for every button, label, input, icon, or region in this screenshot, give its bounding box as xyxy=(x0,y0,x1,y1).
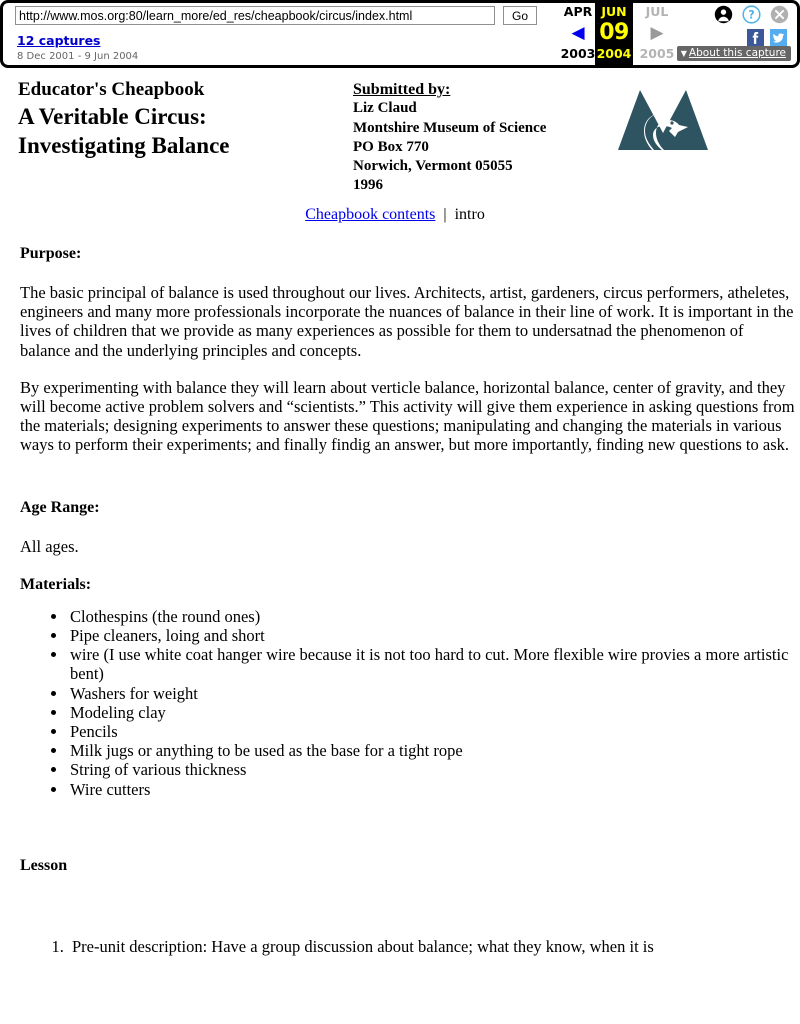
age-range-heading: Age Range: xyxy=(20,498,100,516)
breadcrumb-separator: | xyxy=(443,206,447,223)
list-item: • Pencils xyxy=(68,722,792,741)
url-input[interactable] xyxy=(15,6,495,25)
lesson-list xyxy=(8,937,792,956)
svg-text:?: ? xyxy=(748,8,755,22)
next-capture-arrow-icon[interactable]: ▶ xyxy=(650,23,664,43)
document-header xyxy=(8,78,792,198)
next-month-label: JUL xyxy=(645,4,669,19)
age-range-text: All ages. xyxy=(20,536,79,556)
submitter-year: 1996 xyxy=(353,177,383,194)
purpose-paragraph-1: The basic principal of balance is used throughout our lives. Architects, artist, gardeners, circus performers, atheletes, engineers and many more professionals incorporate the nuances of balance in their line of work. It is important in the lives of children that we provide as many experiences as possible for them to undersatnad the phenomenon of balance and the underlying principles and concepts. xyxy=(20,283,794,360)
previous-year-label: 2003 xyxy=(560,46,596,61)
list-item: • Modeling clay xyxy=(68,703,792,722)
submitter-name: Liz Claud xyxy=(353,100,417,117)
list-item: • Washers for weight xyxy=(68,684,792,703)
list-item: 1. Pre-unit description: Have a group discussion about balance; what they know, when it is xyxy=(68,937,792,956)
breadcrumb-current: intro xyxy=(454,206,485,223)
list-item: • String of various thickness xyxy=(68,760,792,779)
current-year-label: 2004 xyxy=(596,46,632,61)
eyebrow-title: Educator's Cheapbook xyxy=(18,79,205,100)
go-button[interactable]: Go xyxy=(503,6,537,25)
list-item: • Pipe cleaners, loing and short xyxy=(68,626,792,645)
captures-date-range: 8 Dec 2001 - 9 Jun 2004 xyxy=(17,51,139,62)
purpose-paragraph-2: By experimenting with balance they will learn about verticle balance, horizontal balance, center of gravity, and they will become active problem solvers and “scientists.” This activity will give them experience in asking questions from the materials; designing experiments to answer these questions; manipulating and changing the materials in various ways to perform their experiments; and finally findig an answer, but more importantly, finding new questions to ask. xyxy=(20,377,795,455)
page-title-block xyxy=(18,78,348,160)
help-icon[interactable] xyxy=(742,5,761,24)
twitter-icon[interactable] xyxy=(770,29,787,46)
wayback-toolbar xyxy=(0,0,800,68)
current-day-label: 09 xyxy=(599,20,629,45)
cheapbook-contents-link[interactable]: Cheapbook contents xyxy=(305,206,436,223)
materials-list xyxy=(8,607,792,799)
purpose-heading: Purpose: xyxy=(20,245,82,262)
user-account-icon[interactable] xyxy=(714,5,733,24)
chevron-down-icon: ▼ xyxy=(680,49,687,58)
toolbar-icon-group xyxy=(714,5,789,24)
captures-count-link[interactable]: 12 captures xyxy=(17,33,101,48)
submitted-by-block xyxy=(353,80,546,196)
next-year-label: 2005 xyxy=(639,46,675,61)
list-item: • Wire cutters xyxy=(68,780,792,799)
list-item: • wire (I use white coat hanger wire because it is not too hard to cut. More flexible wire provies a more artistic bent) xyxy=(68,645,792,683)
about-this-capture-button[interactable] xyxy=(677,46,791,61)
social-icon-group xyxy=(747,29,787,46)
materials-heading: Materials: xyxy=(20,575,92,593)
url-bar xyxy=(15,6,537,25)
previous-capture-arrow-icon[interactable]: ◀ xyxy=(571,23,585,43)
close-icon[interactable] xyxy=(770,5,789,24)
captures-block xyxy=(17,34,138,64)
facebook-icon[interactable] xyxy=(747,29,764,46)
list-item: • Milk jugs or anything to be used as the base for a tight rope xyxy=(68,741,792,760)
submitter-address: PO Box 770 xyxy=(353,138,429,155)
current-capture-column xyxy=(595,3,633,68)
page-title-line1: A Veritable Circus: xyxy=(18,104,207,129)
montshire-museum-logo xyxy=(616,86,710,152)
submitted-by-label: Submitted by: xyxy=(353,81,451,98)
next-capture-column[interactable] xyxy=(633,3,681,68)
timeline-nav xyxy=(551,3,681,68)
current-month-label: JUN xyxy=(601,4,627,19)
submitter-city-state-zip: Norwich, Vermont 05055 xyxy=(353,158,513,175)
list-item: • Clothespins (the round ones) xyxy=(68,607,792,626)
about-this-capture-label: About this capture xyxy=(688,47,786,59)
submitter-organization: Montshire Museum of Science xyxy=(353,119,547,136)
page-content xyxy=(0,78,800,956)
lesson-heading: Lesson xyxy=(20,856,68,874)
previous-month-label: APR xyxy=(563,4,593,19)
page-title-line2: Investigating Balance xyxy=(18,133,230,158)
breadcrumb xyxy=(0,198,792,225)
